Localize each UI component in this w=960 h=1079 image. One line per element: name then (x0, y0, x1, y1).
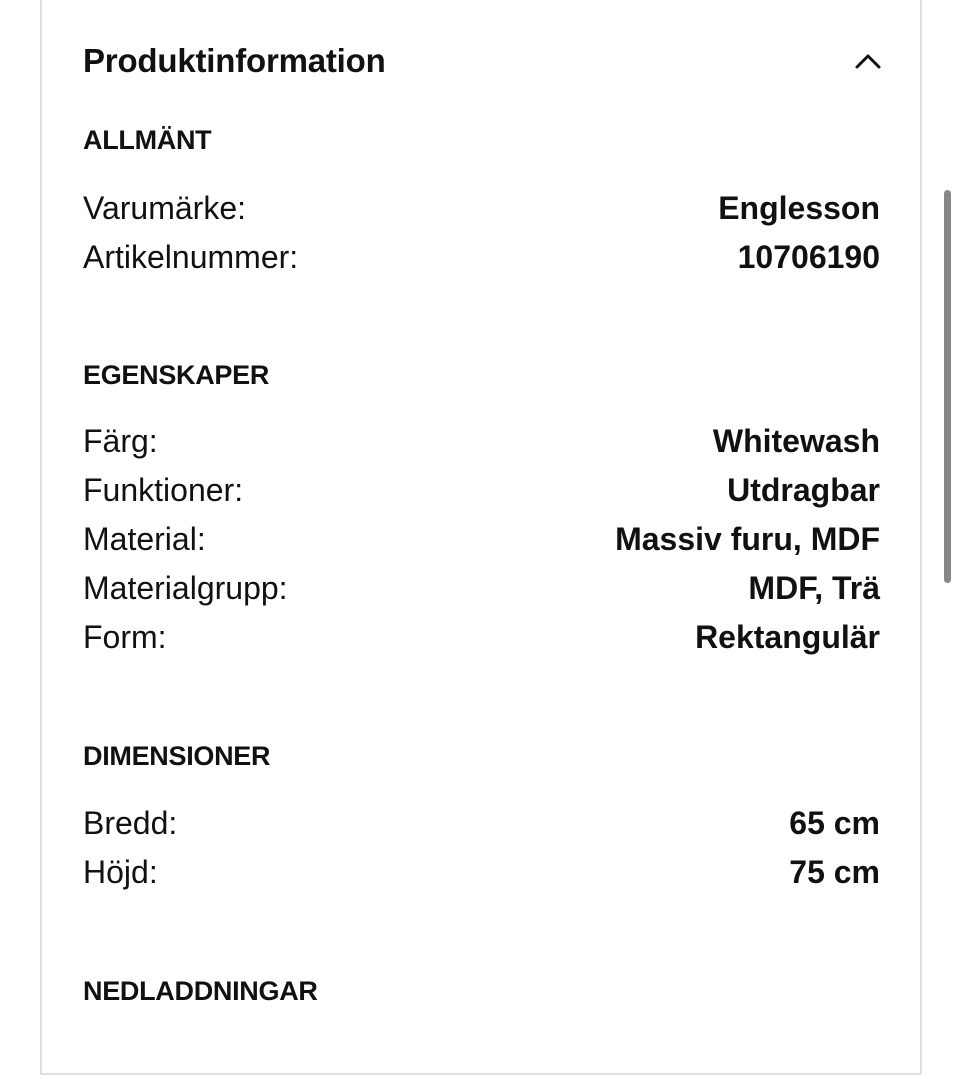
scrollbar-thumb[interactable] (944, 190, 951, 583)
product-info-accordion-header[interactable] (83, 36, 880, 86)
spec-label: Materialgrupp: (83, 570, 288, 606)
panel-title: Produktinformation (83, 42, 386, 79)
spec-label: Varumärke: (83, 190, 247, 226)
section-heading-properties: EGENSKAPER (83, 360, 270, 390)
spec-row-color (83, 417, 880, 466)
spec-row-article-number (83, 233, 880, 282)
spec-row-brand (83, 184, 880, 233)
spec-value: 10706190 (737, 239, 880, 275)
product-info-card (40, 0, 922, 1075)
spec-value: Whitewash (712, 423, 880, 459)
spec-row-material-group (83, 564, 880, 613)
chevron-up-icon[interactable] (853, 46, 883, 76)
spec-row-width (83, 799, 880, 848)
general-rows (83, 184, 880, 282)
spec-row-shape (83, 613, 880, 662)
section-heading-downloads: NEDLADDNINGAR (83, 976, 318, 1006)
spec-value: MDF, Trä (748, 570, 880, 606)
spec-value: 65 cm (789, 805, 880, 841)
spec-value: Utdragbar (727, 472, 880, 508)
spec-row-material (83, 515, 880, 564)
properties-rows (83, 417, 880, 662)
spec-label: Höjd: (83, 854, 158, 890)
spec-row-functions (83, 466, 880, 515)
spec-label: Form: (83, 619, 167, 655)
spec-label: Funktioner: (83, 472, 244, 508)
section-heading-general: ALLMÄNT (83, 125, 212, 155)
section-heading-dimensions: DIMENSIONER (83, 741, 271, 771)
spec-value: Massiv furu, MDF (615, 521, 880, 557)
spec-label: Bredd: (83, 805, 178, 841)
dimensions-rows (83, 799, 880, 897)
spec-value: 75 cm (789, 854, 880, 890)
spec-label: Färg: (83, 423, 158, 459)
scrollbar[interactable] (940, 0, 954, 1079)
spec-label: Material: (83, 521, 206, 557)
spec-value: Rektangulär (695, 619, 880, 655)
spec-label: Artikelnummer: (83, 239, 299, 275)
spec-row-height (83, 848, 880, 897)
spec-value: Englesson (718, 190, 880, 226)
